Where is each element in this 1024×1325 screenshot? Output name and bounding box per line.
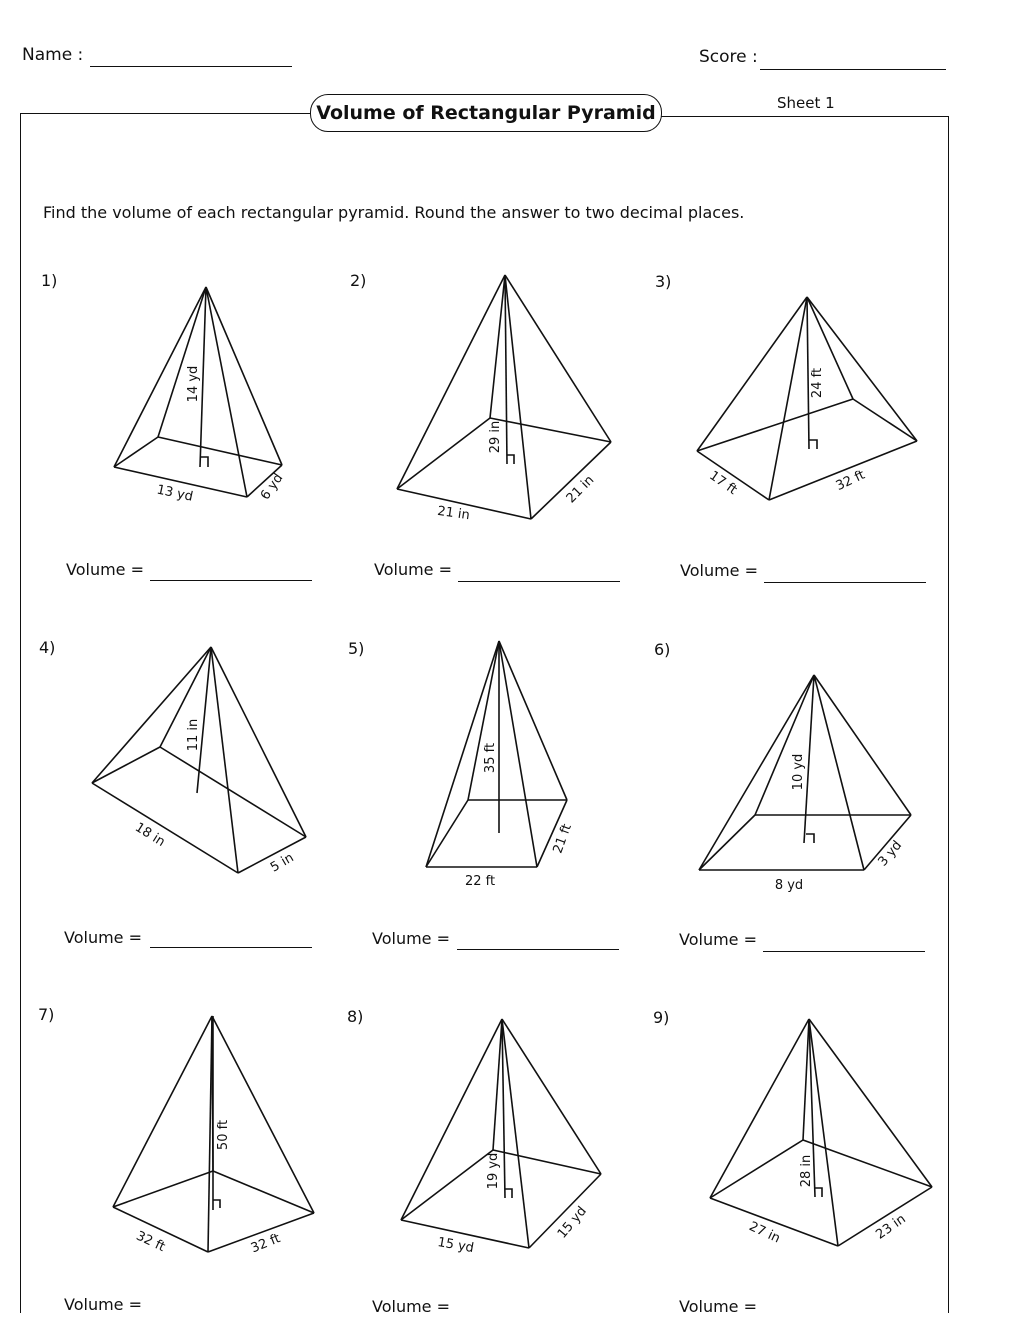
volume-label: Volume = xyxy=(374,560,452,579)
score-label: Score : xyxy=(699,47,758,67)
volume-label: Volume = xyxy=(66,560,144,579)
volume-label: Volume = xyxy=(372,1297,450,1316)
length-label: 17 ft xyxy=(706,468,740,498)
problem-number: 5) xyxy=(348,639,365,658)
height-label: 10 yd xyxy=(791,753,806,791)
pyramid-figure-1 xyxy=(114,287,286,505)
pyramid-figure-5 xyxy=(426,641,575,889)
problem-number: 9) xyxy=(653,1008,670,1027)
height-label: 14 yd xyxy=(186,365,201,403)
problem-number: 1) xyxy=(41,271,58,290)
height-label: 28 in xyxy=(799,1154,814,1188)
volume-label: Volume = xyxy=(679,930,757,949)
problem-number: 4) xyxy=(39,638,56,657)
width-label: 32 ft xyxy=(248,1231,283,1257)
length-label: 21 in xyxy=(436,503,471,524)
length-label: 15 yd xyxy=(436,1234,475,1257)
length-label: 22 ft xyxy=(464,874,496,889)
problem-number: 7) xyxy=(38,1005,55,1024)
width-label: 32 ft xyxy=(833,467,868,494)
volume-label: Volume = xyxy=(372,929,450,948)
length-label: 13 yd xyxy=(155,482,195,505)
width-label: 23 in xyxy=(873,1211,909,1243)
length-label: 32 ft xyxy=(133,1228,168,1255)
worksheet-title: Volume of Rectangular Pyramid xyxy=(310,94,662,132)
problem-number: 3) xyxy=(655,272,672,291)
pyramid-figure-3 xyxy=(697,297,917,500)
volume-label: Volume = xyxy=(64,928,142,947)
volume-label: Volume = xyxy=(64,1295,142,1314)
pyramid-figure-8 xyxy=(401,1019,601,1256)
width-label: 21 ft xyxy=(550,822,575,856)
width-label: 15 yd xyxy=(554,1203,590,1242)
height-label: 24 ft xyxy=(810,367,825,399)
pyramid-figure-6 xyxy=(699,675,911,893)
width-label: 3 yd xyxy=(875,838,906,870)
width-label: 5 in xyxy=(267,850,297,876)
height-label: 11 in xyxy=(186,718,201,752)
height-label: 29 in xyxy=(488,420,503,454)
pyramid-figure-9 xyxy=(710,1019,932,1246)
length-label: 8 yd xyxy=(774,878,804,893)
width-label: 21 in xyxy=(563,472,598,507)
height-label: 19 yd xyxy=(486,1152,501,1190)
volume-label: Volume = xyxy=(679,1297,757,1316)
length-label: 18 in xyxy=(132,820,168,851)
pyramid-figure-4 xyxy=(92,647,306,876)
height-label: 35 ft xyxy=(483,742,498,774)
length-label: 27 in xyxy=(746,1219,783,1247)
problem-number: 6) xyxy=(654,640,671,659)
pyramid-figure-2 xyxy=(397,275,611,523)
width-label: 6 yd xyxy=(257,471,287,503)
problem-number: 8) xyxy=(347,1007,364,1026)
height-label: 50 ft xyxy=(216,1119,231,1151)
volume-label: Volume = xyxy=(680,561,758,580)
instructions: Find the volume of each rectangular pyramid. Round the answer to two decimal places. xyxy=(43,203,745,222)
problem-number: 2) xyxy=(350,271,367,290)
name-label: Name : xyxy=(22,45,84,65)
sheet-label: Sheet 1 xyxy=(777,94,835,112)
pyramid-figure-7 xyxy=(113,1016,314,1256)
